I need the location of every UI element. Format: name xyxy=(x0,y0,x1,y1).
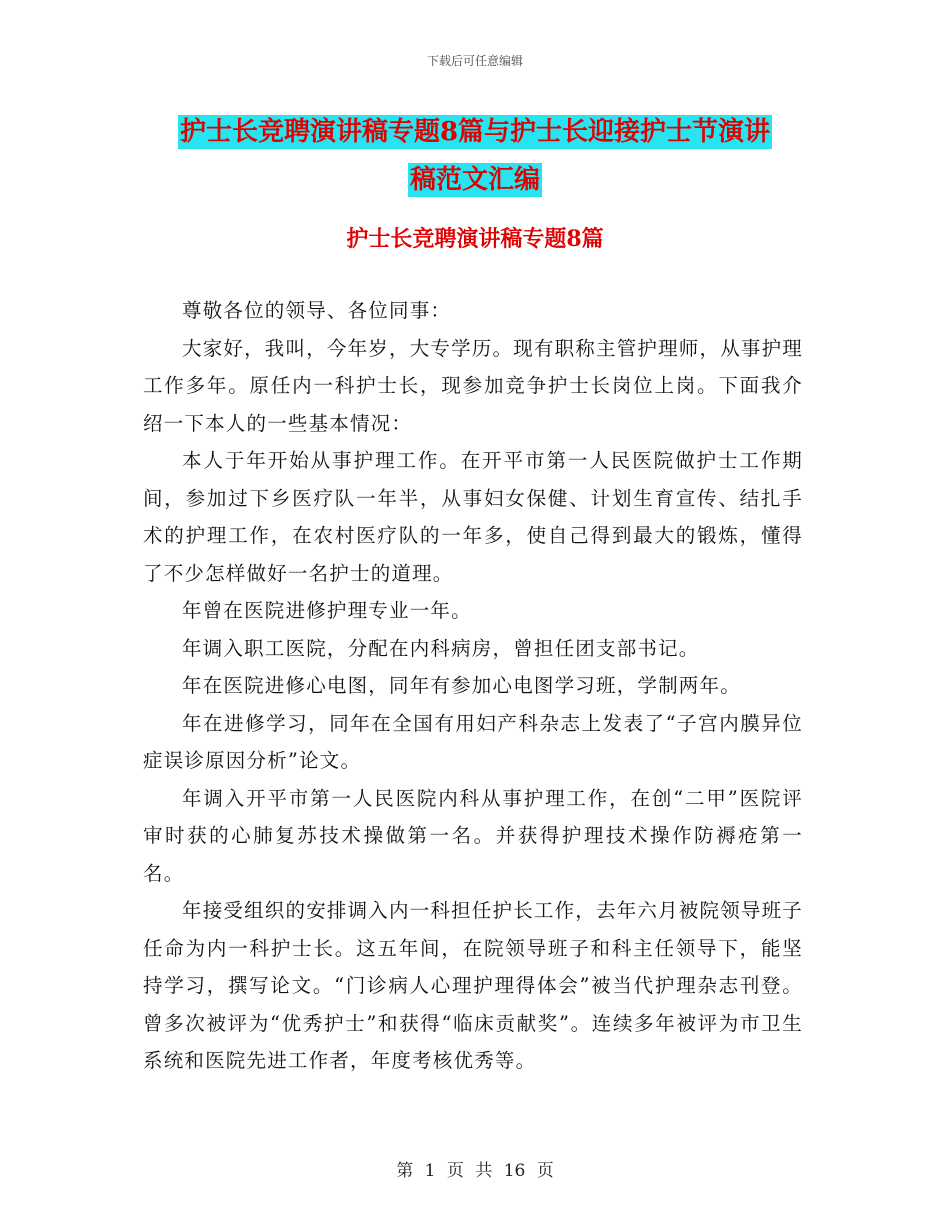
title-line-1: 护士长竞聘演讲稿专题8篇与护士长迎接护士节演讲 xyxy=(179,117,771,147)
paragraph: 年调入开平市第一人民医院内科从事护理工作，在创“二甲”医院评审时获的心肺复苏技术操做第一名。并获得护理技术操作防褥疮第一名。 xyxy=(143,786,803,885)
page-number: 第 1 页 共 16 页 xyxy=(396,1161,554,1181)
title-line-2: 稿范文汇编 xyxy=(409,165,540,195)
paragraph: 本人于年开始从事护理工作。在开平市第一人民医院做护士工作期间，参加过下乡医疗队一年半，从事妇女保健、计划生育宣传、结扎手术的护理工作，在农村医疗队的一年多，使自己得到最大的锻炼，懂得了不少怎样做好一名护士的道理。 xyxy=(143,449,803,585)
body-text xyxy=(143,292,803,1080)
paragraph: 年在进修学习，同年在全国有用妇产科杂志上发表了“子宫内膜异位症误诊原因分析”论文。 xyxy=(143,711,803,772)
section-title: 护士长竞聘演讲稿专题8篇 xyxy=(346,226,604,252)
document-title xyxy=(140,108,810,204)
paragraph: 年调入职工医院，分配在内科病房，曾担任团支部书记。 xyxy=(182,636,700,660)
paragraph: 年曾在医院进修护理专业一年。 xyxy=(182,599,472,622)
paragraph: 年在医院进修心电图，同年有参加心电图学习班，学制两年。 xyxy=(182,674,741,697)
paragraph: 大家好，我叫，今年岁，大专学历。现有职称主管护理师，从事护理工作多年。原任内一科护士长，现参加竞争护士长岗位上岗。下面我介绍一下本人的一些基本情况： xyxy=(143,336,804,435)
paragraph: 尊敬各位的领导、各位同事： xyxy=(182,299,452,322)
paragraph: 年接受组织的安排调入内一科担任护长工作，去年六月被院领导班子任命为内一科护士长。这五年间，在院领导班子和科主任领导下，能坚持学习，撰写论文。“门诊病人心理护理得体会”被当代护理杂志刊登。曾多次被评为“优秀护士”和获得“临床贡献奖”。连续多年被评为市卫生系统和医院先进工作者，年度考核优秀等。 xyxy=(143,899,804,1072)
header-note: 下载后可任意编辑 xyxy=(426,54,523,68)
